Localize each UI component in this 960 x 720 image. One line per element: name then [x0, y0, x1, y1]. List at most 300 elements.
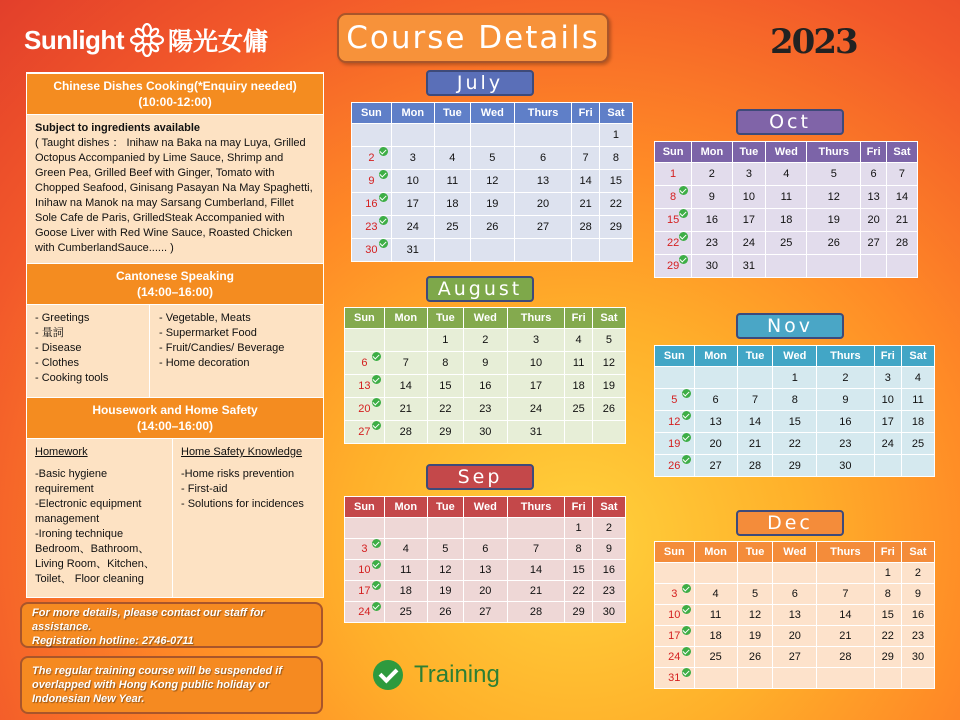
day-cell [507, 581, 565, 602]
day-number: 15 [609, 175, 623, 187]
training-check-icon [682, 647, 691, 656]
section-time: (14:00–16:00) [136, 419, 214, 433]
day-number: 11 [572, 357, 585, 369]
day-cell [807, 186, 861, 209]
day-number: 12 [602, 357, 616, 369]
weekday-header: Sun [655, 346, 695, 367]
day-cell [427, 560, 463, 581]
list-item: - Supermarket Food [159, 327, 257, 339]
day-cell [874, 433, 901, 455]
day-number: 23 [365, 221, 378, 233]
day-cell [737, 411, 773, 433]
day-number: 18 [572, 380, 585, 392]
calendar-july [351, 102, 633, 262]
empty-day-cell [737, 563, 773, 584]
list-item: - Cooking tools [35, 372, 109, 384]
day-cell [694, 433, 737, 455]
day-cell [507, 398, 565, 421]
training-check-icon [372, 421, 381, 430]
week-row [345, 329, 626, 352]
weekday-header-row [352, 103, 633, 124]
notice-line: For more details, please contact our staff for assistance. [32, 607, 265, 633]
day-cell [766, 186, 807, 209]
day-cell [427, 375, 463, 398]
day-number: 17 [529, 380, 543, 392]
day-number: 16 [602, 564, 616, 576]
empty-day-cell [565, 421, 592, 444]
day-cell [817, 647, 874, 668]
day-number: 23 [705, 237, 718, 249]
day-cell [655, 163, 692, 186]
day-cell [773, 433, 817, 455]
day-cell [817, 367, 874, 389]
day-number: 25 [399, 606, 412, 618]
section-header-cooking [27, 73, 323, 115]
day-number: 30 [911, 651, 925, 663]
year-label: 2023 [770, 22, 857, 62]
week-row [655, 255, 918, 278]
flower-logo-icon [130, 23, 164, 57]
day-number: 20 [536, 198, 550, 210]
day-number: 3 [745, 168, 752, 180]
day-cell [817, 626, 874, 647]
empty-day-cell [861, 255, 887, 278]
day-cell [565, 518, 592, 539]
weekday-header: Wed [463, 497, 507, 518]
day-number: 26 [439, 606, 452, 618]
day-cell [345, 421, 385, 444]
day-number: 25 [446, 221, 459, 233]
day-number: 27 [536, 221, 550, 233]
day-cell [692, 232, 732, 255]
day-number: 13 [358, 380, 371, 392]
day-cell [874, 563, 901, 584]
day-cell [655, 584, 695, 605]
day-cell [463, 581, 507, 602]
day-cell [463, 398, 507, 421]
day-number: 15 [572, 564, 585, 576]
day-cell [874, 584, 901, 605]
day-number: 2 [368, 152, 375, 164]
day-cell [352, 216, 392, 239]
day-number: 5 [442, 543, 449, 555]
empty-day-cell [345, 329, 385, 352]
day-cell [901, 605, 934, 626]
day-cell [345, 539, 385, 560]
day-number: 9 [842, 393, 849, 406]
weekday-header: Sat [901, 542, 934, 563]
day-number: 14 [895, 191, 909, 203]
day-cell [732, 186, 766, 209]
empty-day-cell [384, 518, 427, 539]
empty-day-cell [384, 329, 427, 352]
day-cell [766, 232, 807, 255]
day-number: 13 [479, 564, 492, 576]
week-row [345, 421, 626, 444]
day-number: 19 [748, 630, 762, 642]
day-number: 22 [439, 403, 452, 415]
weekday-header: Fri [874, 542, 901, 563]
day-number: 9 [708, 191, 715, 203]
calendar-oct [654, 141, 918, 278]
contact-notice [20, 602, 323, 648]
day-cell [773, 584, 817, 605]
day-cell [737, 389, 773, 411]
day-cell [470, 147, 514, 170]
day-cell [861, 209, 887, 232]
list-item: - Fruit/Candies/ Beverage [159, 342, 285, 354]
day-cell [507, 329, 565, 352]
day-number: 7 [898, 168, 906, 180]
week-row [352, 239, 633, 262]
day-number: 14 [579, 175, 592, 187]
training-check-icon [372, 539, 381, 548]
day-number: 6 [712, 393, 719, 406]
day-number: 13 [788, 609, 801, 621]
empty-day-cell [694, 668, 737, 689]
month-label-nov: Nov [736, 313, 844, 339]
week-row [352, 216, 633, 239]
day-number: 28 [748, 459, 762, 472]
day-number: 8 [442, 357, 449, 369]
day-cell [507, 375, 565, 398]
weekday-header: Tue [427, 497, 463, 518]
day-number: 23 [602, 585, 616, 597]
training-check-icon [372, 398, 381, 407]
day-number: 4 [449, 152, 456, 164]
day-cell [655, 647, 695, 668]
day-number: 7 [582, 152, 589, 164]
empty-day-cell [470, 239, 514, 262]
week-row [655, 411, 935, 433]
list-item: - 量詞 [35, 327, 64, 339]
day-cell [807, 163, 861, 186]
day-cell [655, 186, 692, 209]
week-row [345, 375, 626, 398]
weekday-header: Sun [345, 497, 385, 518]
day-number: 30 [365, 244, 378, 256]
day-cell [817, 605, 874, 626]
training-check-icon [379, 170, 388, 179]
day-number: 20 [709, 437, 722, 450]
day-number: 17 [881, 415, 894, 428]
empty-day-cell [874, 455, 901, 477]
day-cell [901, 411, 934, 433]
weekday-header: Fri [565, 308, 592, 329]
day-number: 14 [839, 609, 852, 621]
day-cell [817, 455, 874, 477]
weekday-header: Tue [737, 542, 773, 563]
day-number: 26 [486, 221, 499, 233]
sunlight-logo [24, 20, 268, 60]
day-number: 11 [400, 564, 412, 576]
day-number: 20 [479, 585, 492, 597]
week-row [655, 186, 918, 209]
empty-day-cell [572, 239, 599, 262]
day-number: 12 [439, 564, 452, 576]
day-cell [352, 147, 392, 170]
day-cell [391, 239, 434, 262]
day-number: 22 [666, 237, 680, 249]
day-cell [352, 239, 392, 262]
day-number: 26 [602, 403, 616, 415]
day-cell [391, 216, 434, 239]
day-cell [345, 602, 385, 623]
day-number: 27 [358, 426, 371, 438]
day-number: 8 [884, 588, 891, 600]
day-number: 1 [670, 168, 677, 180]
day-cell [817, 433, 874, 455]
day-cell [572, 216, 599, 239]
weekday-header: Sat [592, 308, 625, 329]
day-number: 12 [668, 415, 681, 428]
week-row [655, 647, 935, 668]
week-row [655, 455, 935, 477]
day-number: 24 [668, 651, 681, 663]
day-number: 14 [748, 415, 762, 428]
day-number: 3 [409, 152, 416, 164]
day-cell [514, 170, 572, 193]
empty-day-cell [655, 367, 695, 389]
day-cell [592, 352, 625, 375]
weekday-header: Sat [901, 346, 934, 367]
training-check-icon [682, 389, 691, 398]
day-cell [773, 626, 817, 647]
day-cell [599, 147, 632, 170]
day-number: 8 [670, 191, 677, 203]
section-heading: Chinese Dishes Cooking(*Enquiry needed) [53, 79, 297, 93]
day-cell [507, 560, 565, 581]
month-label-august: August [426, 276, 534, 302]
section-header-housework [27, 397, 323, 439]
day-number: 29 [609, 221, 623, 233]
empty-day-cell [886, 255, 917, 278]
day-number: 5 [489, 152, 496, 164]
weekday-header-row [345, 308, 626, 329]
empty-day-cell [901, 668, 934, 689]
day-number: 24 [529, 403, 543, 415]
empty-day-cell [352, 124, 392, 147]
day-cell [901, 367, 934, 389]
day-cell [599, 216, 632, 239]
day-number: 21 [748, 437, 762, 450]
day-number: 4 [914, 371, 922, 384]
empty-day-cell [737, 367, 773, 389]
training-check-icon [679, 186, 688, 195]
weekday-header: Sun [655, 542, 695, 563]
empty-day-cell [434, 124, 470, 147]
day-number: 15 [788, 415, 801, 428]
week-row [655, 232, 918, 255]
day-cell [861, 232, 887, 255]
day-cell [655, 209, 692, 232]
day-cell [901, 433, 934, 455]
day-cell [345, 352, 385, 375]
day-cell [463, 539, 507, 560]
week-row [655, 433, 935, 455]
day-number: 9 [482, 357, 489, 369]
week-row [352, 193, 633, 216]
day-number: 25 [911, 437, 925, 450]
empty-day-cell [514, 239, 572, 262]
day-cell [463, 421, 507, 444]
week-row [655, 367, 935, 389]
weekday-header-row [655, 142, 918, 163]
day-cell [391, 193, 434, 216]
empty-day-cell [507, 518, 565, 539]
day-number: 28 [529, 606, 543, 618]
day-number: 12 [748, 609, 762, 621]
day-cell [599, 170, 632, 193]
day-cell [514, 147, 572, 170]
day-number: 13 [709, 415, 722, 428]
day-cell [565, 539, 592, 560]
training-check-icon [379, 239, 388, 248]
day-cell [572, 147, 599, 170]
day-number: 9 [605, 543, 612, 555]
day-cell [694, 605, 737, 626]
day-cell [817, 389, 874, 411]
day-number: 31 [529, 426, 543, 438]
day-number: 15 [666, 214, 680, 226]
week-row [345, 602, 626, 623]
day-number: 17 [742, 214, 756, 226]
week-row [655, 668, 935, 689]
day-number: 23 [479, 403, 492, 415]
day-number: 24 [881, 437, 894, 450]
day-cell [737, 433, 773, 455]
day-number: 8 [575, 543, 582, 555]
weekday-header-row [655, 542, 935, 563]
day-cell [874, 605, 901, 626]
empty-day-cell [817, 668, 874, 689]
check-circle-icon [373, 660, 403, 690]
notice-line: The regular training course will be suspended if overlapped with Hong Kong public holiday or Indonesian New Year. [32, 665, 282, 705]
day-cell [427, 329, 463, 352]
weekday-header: Mon [694, 542, 737, 563]
day-cell [599, 124, 632, 147]
day-number: 12 [486, 175, 499, 187]
day-number: 2 [708, 168, 715, 180]
day-cell [352, 193, 392, 216]
day-cell [886, 209, 917, 232]
day-number: 21 [579, 198, 592, 210]
day-cell [592, 560, 625, 581]
day-number: 19 [439, 585, 452, 597]
day-cell [874, 411, 901, 433]
weekday-header: Fri [572, 103, 599, 124]
training-check-icon [679, 232, 688, 241]
day-number: 11 [446, 175, 459, 187]
training-check-icon [682, 433, 691, 442]
weekday-header: Fri [874, 346, 901, 367]
day-number: 21 [839, 630, 852, 642]
day-cell [737, 626, 773, 647]
day-number: 5 [605, 334, 612, 346]
day-cell [592, 539, 625, 560]
empty-day-cell [694, 563, 737, 584]
training-label: Training [414, 661, 500, 688]
day-number: 1 [575, 522, 582, 534]
weekday-header: Wed [470, 103, 514, 124]
day-cell [655, 668, 695, 689]
day-number: 31 [406, 244, 419, 256]
empty-day-cell [434, 239, 470, 262]
day-number: 11 [912, 393, 924, 406]
weekday-header: Wed [773, 346, 817, 367]
day-cell [427, 581, 463, 602]
weekday-header: Sun [345, 308, 385, 329]
day-number: 28 [399, 426, 412, 438]
day-cell [384, 602, 427, 623]
section-body-cantonese [27, 305, 323, 397]
day-cell [655, 232, 692, 255]
day-cell [463, 352, 507, 375]
weekday-header: Sun [352, 103, 392, 124]
week-row [345, 539, 626, 560]
day-number: 21 [895, 214, 909, 226]
page-title: Course Details [337, 13, 609, 63]
day-number: 10 [668, 609, 681, 621]
day-cell [352, 170, 392, 193]
day-cell [427, 398, 463, 421]
week-row [345, 398, 626, 421]
empty-day-cell [592, 421, 625, 444]
training-check-icon [682, 411, 691, 420]
weekday-header: Fri [861, 142, 887, 163]
day-cell [599, 193, 632, 216]
day-cell [773, 367, 817, 389]
week-row [655, 626, 935, 647]
training-check-icon [372, 560, 381, 569]
day-cell [565, 602, 592, 623]
day-cell [345, 560, 385, 581]
list-item: - Vegetable, Meats [159, 312, 251, 324]
day-cell [901, 389, 934, 411]
empty-day-cell [773, 563, 817, 584]
day-cell [732, 209, 766, 232]
day-cell [773, 411, 817, 433]
day-cell [345, 581, 385, 602]
day-cell [874, 389, 901, 411]
empty-day-cell [807, 255, 861, 278]
calendar-august [344, 307, 626, 444]
day-number: 30 [602, 606, 616, 618]
weekday-header: Thurs [514, 103, 572, 124]
list-item: - Clothes [35, 357, 80, 369]
day-cell [592, 518, 625, 539]
weekday-header: Wed [463, 308, 507, 329]
calendar-nov [654, 345, 935, 477]
calendar-dec [654, 541, 935, 689]
week-row [345, 352, 626, 375]
day-number: 21 [399, 403, 412, 415]
day-number: 27 [479, 606, 492, 618]
day-number: 16 [839, 415, 852, 428]
month-label-oct: Oct [736, 109, 844, 135]
day-cell [384, 375, 427, 398]
day-cell [861, 163, 887, 186]
day-number: 21 [529, 585, 543, 597]
section-heading: Housework and Home Safety [92, 403, 258, 417]
day-cell [384, 560, 427, 581]
empty-day-cell [470, 124, 514, 147]
day-cell [655, 411, 695, 433]
day-cell [874, 647, 901, 668]
empty-day-cell [463, 518, 507, 539]
day-cell [427, 602, 463, 623]
empty-day-cell [817, 563, 874, 584]
